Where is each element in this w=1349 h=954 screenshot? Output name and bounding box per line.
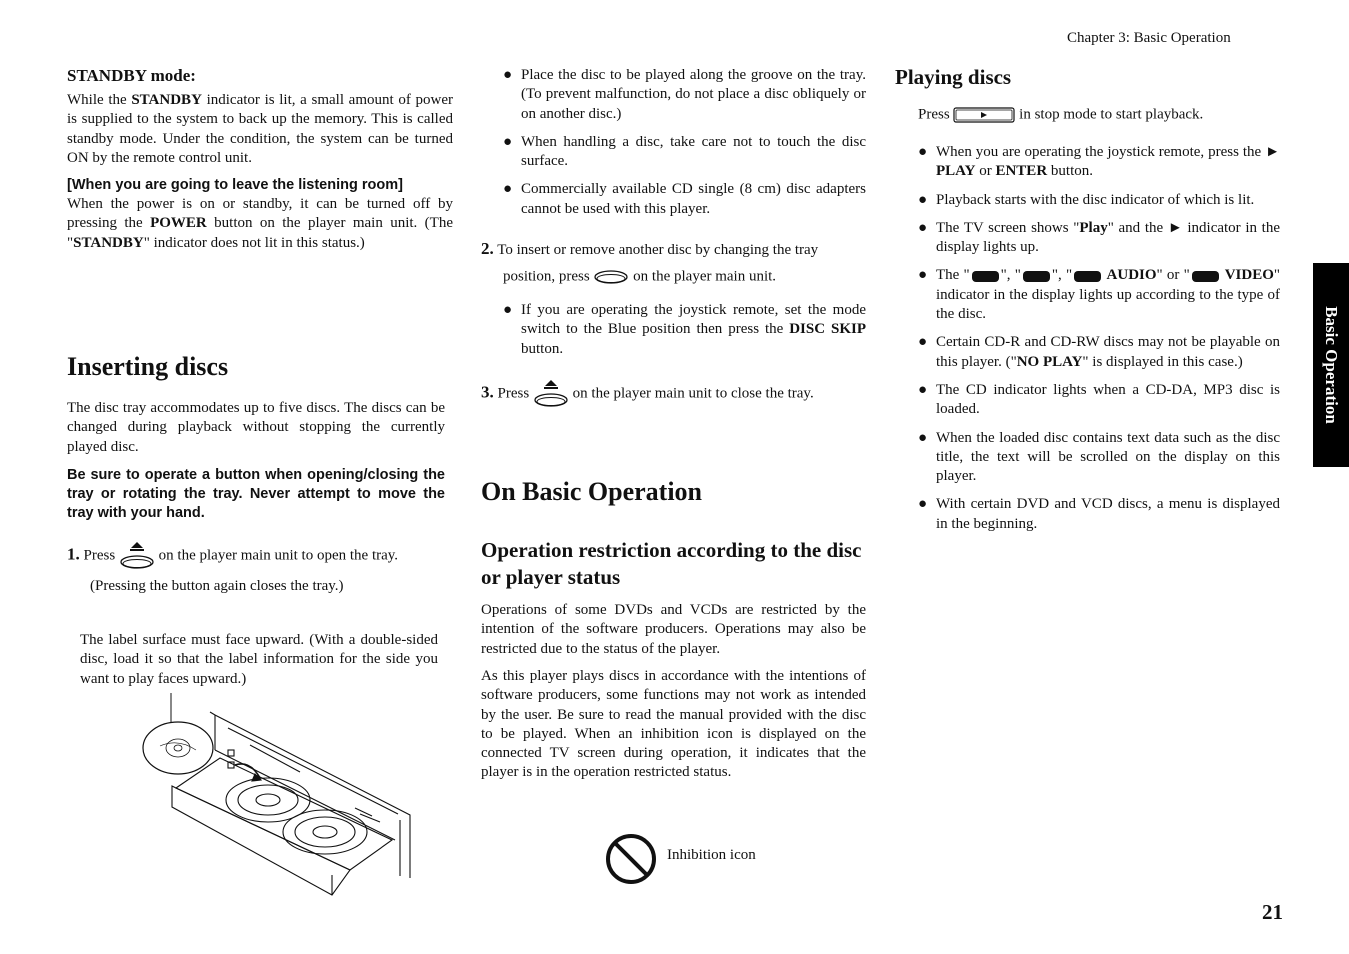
inhibition-label: Inhibition icon — [667, 847, 756, 863]
step-2: 2. To insert or remove another disc by changing the tray — [481, 239, 819, 258]
list-item: ● Commercially available CD single (8 cm) disc adapters cannot be used with this player. — [503, 181, 866, 217]
step-2-cont: position, press on the player main unit. — [503, 268, 777, 285]
inserting-intro: The disc tray accommodates up to five discs. The discs can be changed during playback without stopping the currently played disc. — [67, 400, 445, 455]
disc-tray-illustration — [140, 690, 415, 900]
side-tab-label: Basic Operation — [1322, 306, 1341, 424]
leave-room-heading: [When you are going to leave the listening room] — [67, 177, 403, 194]
disc-icon — [143, 722, 213, 774]
indicator-pill-icon — [972, 271, 999, 282]
list-item: ● With certain DVD and VCD discs, a menu is displayed in the beginning. — [918, 496, 1280, 532]
eject-button-icon — [119, 542, 155, 570]
list-item: ● When handling a disc, take care not to touch the disc surface. — [503, 133, 866, 170]
disc-handling-bullets — [503, 66, 866, 219]
list-item: ● The " ", " ", " AUDIO" or " VIDEO" indicator in the display lights up according to the type of the disc. — [918, 267, 1281, 323]
list-item: ● Place the disc to be played along the groove on the tray. (To prevent malfunction, do not place a disc obliquely or on another disc.) — [503, 67, 866, 122]
inserting-title: Inserting discs — [67, 352, 229, 381]
indicator-pill-icon — [1192, 271, 1219, 282]
list-item: ● If you are operating the joystick remote, set the mode switch to the Blue position then press the DISC SKIP button. — [503, 302, 866, 357]
restriction-paragraph-2: As this player plays discs in accordance with the intentions of software producers, some functions may not work as intended by the user. Be sure to read the manual provided with the disc to be played. When an inhibition icon is displayed on the connected TV screen during operation, it indicates that the player is in the operation restricted status. — [481, 668, 866, 781]
list-item: ● When the loaded disc contains text data such as the disc title, the text will be scrolled on the display on this player. — [918, 429, 1280, 485]
list-item: ● When you are operating the joystick remote, press the ► PLAY or ENTER button. — [918, 144, 1280, 180]
side-tab — [1313, 263, 1349, 467]
indicator-pill-icon — [1023, 271, 1050, 282]
disc-skip-button-icon — [593, 268, 629, 286]
restriction-paragraph-1: Operations of some DVDs and VCDs are restricted by the intention of the software producers. Operations may also be restricted due to the status of the player. — [481, 602, 866, 657]
playing-heading: Playing discs — [895, 65, 1012, 89]
leave-room-paragraph: When the power is on or standby, it can be turned off by pressing the POWER button on the player main unit. (The "STANDBY" indicator does not lit in this status.) — [67, 196, 453, 251]
standby-section — [67, 66, 453, 253]
play-button-icon — [953, 106, 1015, 124]
step-1: 1. Press on the player main unit to open the tray. — [67, 542, 457, 570]
step-3: 3. Press on the player main unit to close the tray. — [481, 380, 871, 408]
eject-button-icon — [533, 380, 569, 408]
page-number: 21 — [1262, 900, 1283, 924]
list-item: ● The TV screen shows "Play" and the ► indicator in the display lights up. — [918, 219, 1280, 256]
step-1-note: (Pressing the button again closes the tray.) — [90, 578, 344, 594]
press-play-line: Press in stop mode to start playback. — [918, 106, 1204, 123]
step-2-bullet — [503, 301, 866, 359]
inserting-warning: Be sure to operate a button when opening/closing the tray or rotating the tray. Never attempt to move the tray with your hand. — [67, 467, 445, 521]
standby-paragraph: While the STANDBY indicator is lit, a small amount of power is supplied to the system to back up the memory. This is called standby mode. Under the condition, the system can be turned ON by the remote control unit. — [67, 92, 453, 166]
inhibition-icon — [604, 832, 658, 886]
basic-operation-title: On Basic Operation — [481, 477, 703, 506]
list-item: ● Certain CD-R and CD-RW discs may not be playable on this player. ("NO PLAY" is displayed in this case.) — [918, 334, 1280, 370]
restriction-heading: Operation restriction according to the disc or player status — [481, 538, 862, 589]
chapter-header: Chapter 3: Basic Operation — [1067, 30, 1231, 46]
standby-heading: STANDBY mode: — [67, 66, 196, 85]
label-note: The label surface must face upward. (With a double-sided disc, load it so that the label information for the side you want to play faces upward.) — [80, 632, 438, 687]
list-item: ● The CD indicator lights when a CD-DA, MP3 disc is loaded. — [918, 381, 1280, 418]
list-item: ● Playback starts with the disc indicator of which is lit. — [918, 191, 1255, 208]
playing-bullets — [918, 143, 1280, 534]
indicator-pill-icon — [1074, 271, 1101, 282]
